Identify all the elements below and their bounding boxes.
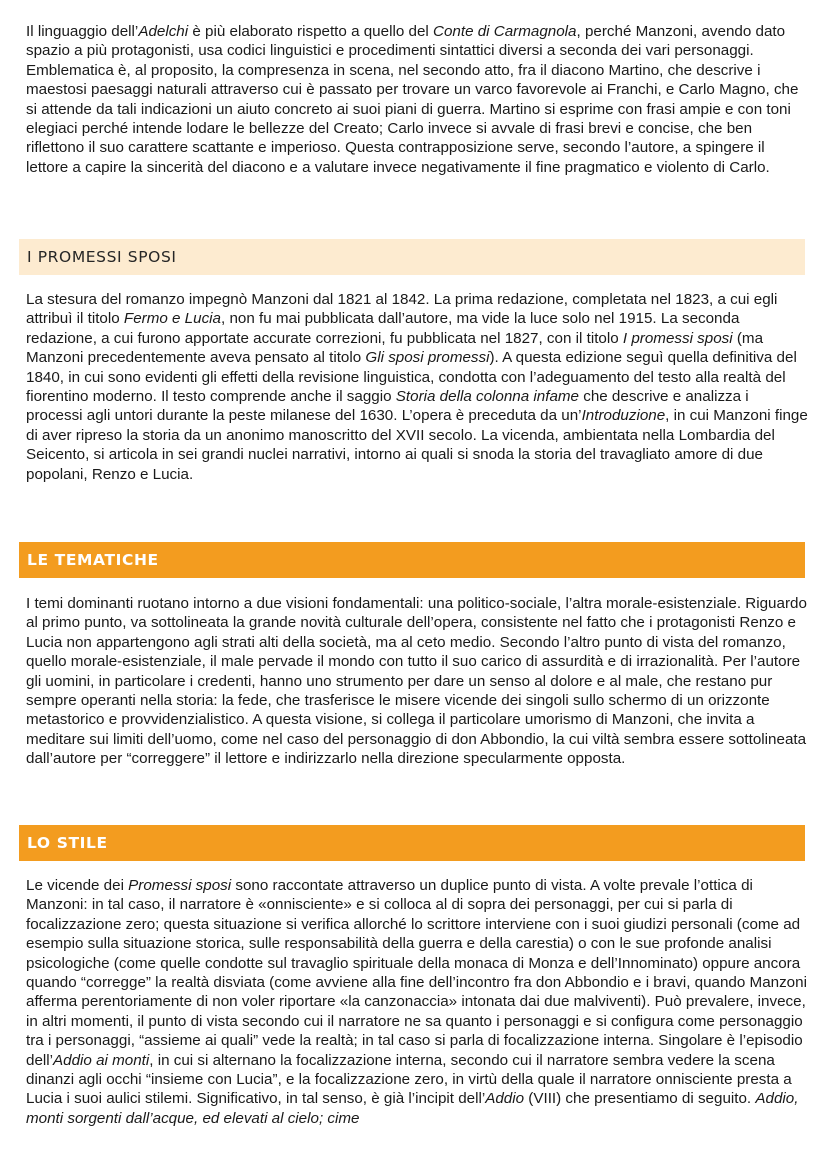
italic-text-run: Fermo e Lucia [123, 310, 221, 328]
italic-text-run: Storia della colonna infame [395, 388, 579, 406]
text-run: , in cui Manzoni finge di aver ripreso la storia da un anonimo manoscritto del XVII secolo. La vicenda, ambientata nella Lombardia del Seicento, si articola in sei grandi nuclei narrativi, intorno ai quali si snoda la storia del travagliato amore di due popolani, Renzo e Lucia. [26, 407, 808, 483]
stile-paragraph [26, 876, 808, 1128]
italic-text-run: Conte di Carmagnola [432, 23, 577, 40]
italic-text-run: Addio [485, 1090, 525, 1108]
italic-text-run: Addio, monti sorgenti dall’acque, ed elevati al cielo; cime [26, 1090, 799, 1127]
italic-text-run: Introduzione [581, 407, 666, 425]
text-run: La stesura del romanzo impegnò Manzoni dal 1821 al 1842. La prima redazione, completata nel 1823, a cui egli attribuì il titolo [26, 291, 778, 328]
section-header-stile [19, 825, 805, 861]
text-run: ). A questa edizione seguì quella definitiva del 1840, in cui sono evidenti gli effetti della revisione linguistica, condotta con l’adeguamento del testo alla realtà del fiorentino moderno. Il testo comprende anche il saggio [26, 349, 797, 406]
text-run: , perché Manzoni, avendo dato spazio a più protagonisti, usa codici linguistici e procedimenti sintattici diversi a seconda dei vari personaggi. Emblematica è, al proposito, la compresenza in scena, nel secondo atto, fra il diacono Martino, che descrive i maestosi paesaggi naturali attraverso cui è passato per trovare un varco favorevole ai Franchi, e Carlo Magno, che si attende da tali indicazioni un aiuto concreto ai suoi piani di guerra. Martino si esprime con frasi ampie e con toni elegiaci perché intende lodare le bellezze del Creato; Carlo invece si avvale di frasi brevi e concise, che ben riflettono il suo carattere scattante e imperioso. Questa contrapposizione serve, secondo l’autore, a spingere il lettore a capire la sincerità del diacono e a valutare invece negativamente il fine pragmatico e violento di Carlo. [26, 23, 799, 176]
text-run: (ma Manzoni precedentemente aveva pensato al titolo [26, 329, 764, 367]
italic-text-run: Adelchi [138, 23, 189, 40]
text-run: I temi dominanti ruotano intorno a due visioni fondamentali: una politico-sociale, l’altra morale-esistenziale. Riguardo al primo punto, va sottolineata la grande novità culturale dell’opera, consistente nel fatto che i protagonisti Renzo e Lucia non appartengono agli strati alti della società, ma al ceto medio. Secondo l’altro punto di vista del romanzo, quello morale-esistenziale, il male pervade il mondo con tutto il suo carico di assurdità e di irrazionalità. Per l’autore gli uomini, in particolare i credenti, hanno uno strumento per dare un senso al dolore e al male, che restano pur sempre operanti nella storia: la fede, che trasferisce le misere vicende dei singoli sullo schermo di un orizzonte metastorico e provvidenzialistico. A questa visione, si collega il particolare umorismo di Manzoni, che invita a meditare sui limiti dell’uomo, come nel caso del personaggio di don Abbondio, la cui viltà sembra essere sottolineata dall’autore per “correggere” il lettore e indirizzarlo nella direzione specularmente opposta. [26, 595, 807, 768]
text-run: Il linguaggio dell’ [26, 23, 139, 40]
text-run: sono raccontate attraverso un duplice punto di vista. A volte prevale l’ottica di Manzoni: in tal caso, il narratore è «onnisciente» e si colloca al di sopra dei personaggi, per cui si parla di focalizzazione zero; questa situazione si verifica allorché lo scrittore interviene con i suoi giudizi personali (come ad esempio sulla situazione storica, sulle responsabilità della guerra e della carestia) o con le sue profonde analisi psicologiche (come quelle condotte sul travaglio spirituale della monaca di Monza e dell’Innominato) oppure ancora quando “corregge” la realtà disviata (come avviene alla fine dell’incontro fra don Abbondio e i bravi, quando Manzoni afferma perentoriamente di non voler riportare «la canzonaccia» intonata dai due malviventi). Può prevalere, invece, in altri momenti, il punto di vista secondo cui il narratore ne sa quanto i personaggi e si configura come personaggio tra i personaggi, “assieme ai quali” vede la realtà; in tal caso si parla di focalizzazione interna. Singolare è l’episodio dell’ [26, 877, 807, 1069]
tematiche-paragraph [26, 594, 808, 769]
italic-text-run: Promessi sposi [128, 877, 232, 894]
section-header-tematiche [19, 542, 805, 578]
section-title: LO STILE [27, 834, 108, 852]
italic-text-run: I promessi sposi [622, 329, 733, 347]
adelchi-paragraph [26, 22, 808, 177]
section-header-promessi-sposi [19, 239, 805, 275]
text-run: , in cui si alternano la focalizzazione interna, secondo cui il narratore sembra vedere la scena dinanzi agli occhi “insieme con Lucia”, e la focalizzazione zero, in virtù della quale il narratore onnisciente presta a Lucia i suoi aulici stilemi. Significativo, in tal senso, è già l’incipit dell’ [26, 1051, 792, 1108]
text-run: Le vicende dei [26, 877, 129, 894]
italic-text-run: Gli sposi promessi [365, 349, 490, 367]
promessi-sposi-paragraph [26, 290, 808, 484]
section-title: LE TEMATICHE [27, 551, 159, 569]
text-run: è più elaborato rispetto a quello del [188, 23, 433, 40]
text-run: , non fu mai pubblicata dall’autore, ma vide la luce solo nel 1915. La seconda redazione, a cui furono apportate accurate correzioni, fu pubblicata nel 1827, con il titolo [26, 310, 740, 347]
italic-text-run: Addio ai monti [53, 1051, 150, 1069]
section-title: I PROMESSI SPOSI [27, 248, 177, 266]
text-run: (VIII) che presentiamo di seguito. [524, 1090, 756, 1108]
text-run: che descrive e analizza i processi agli untori durante la peste milanese del 1630. L’opera è preceduta da un’ [26, 388, 749, 425]
